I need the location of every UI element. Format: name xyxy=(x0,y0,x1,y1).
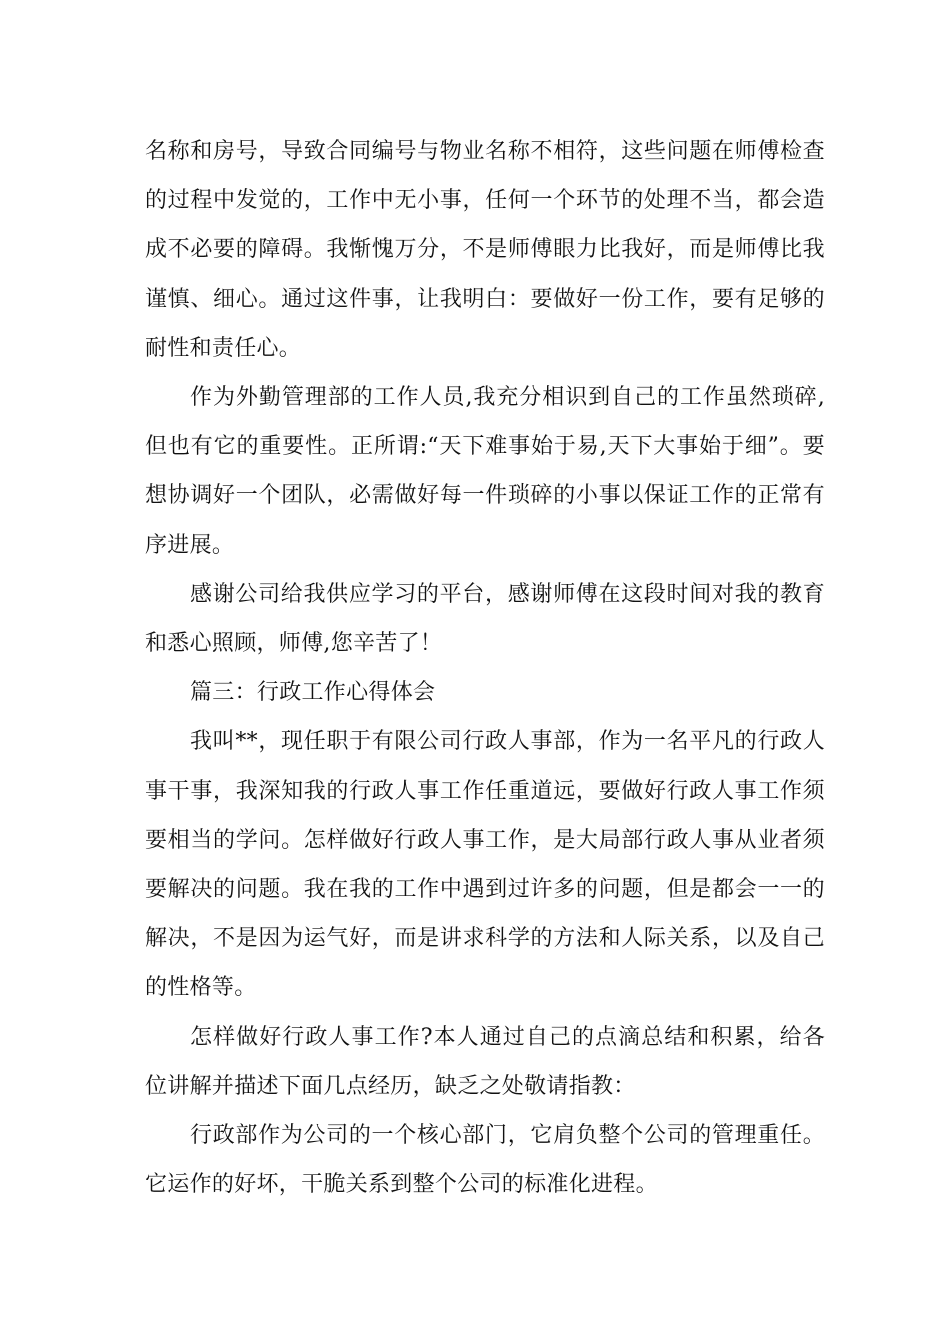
paragraph-thanks: 感谢公司给我供应学习的平台，感谢师傅在这段时间对我的教育和悉心照顾，师傅,您辛苦了！ xyxy=(145,581,825,657)
section-heading: 篇三：行政工作心得体会 xyxy=(190,680,436,706)
paragraph-continuation: 名称和房号，导致合同编号与物业名称不相符，这些问题在师傅检查的过程中发觉的，工作中无小事，任何一个环节的处理不当，都会造成不必要的障碍。我惭愧万分，不是师傅眼力比我好，而是师傅比我谨慎、细心。通过这件事，让我明白：要做好一份工作，要有足够的耐性和责任心。 xyxy=(145,139,825,361)
paragraph-admin-department: 行政部作为公司的一个核心部门，它肩负整个公司的管理重任。它运作的好坏，干脆关系到整个公司的标准化进程。 xyxy=(145,1123,825,1198)
paragraph-experience: 怎样做好行政人事工作?本人通过自己的点滴总结和积累，给各位讲解并描述下面几点经历，缺乏之处敬请指教： xyxy=(145,1024,825,1099)
paragraph-field-work: 作为外勤管理部的工作人员,我充分相识到自己的工作虽然琐碎,但也有它的重要性。正所谓:“天下难事始于易,天下大事始于细”。要想协调好一个团队，必需做好每一件琐碎的小事以保证工作的正常有序进展。 xyxy=(145,385,825,558)
paragraph-introduction: 我叫**，现任职于有限公司行政人事部，作为一名平凡的行政人事干事，我深知我的行政人事工作任重道远，要做好行政人事工作须要相当的学问。怎样做好行政人事工作，是大局部行政人事从业者须要解决的问题。我在我的工作中遇到过许多的问题，但是都会一一的解决，不是因为运气好，而是讲求科学的方法和人际关系，以及自己的性格等。 xyxy=(145,729,825,1001)
document-body xyxy=(145,127,825,1209)
